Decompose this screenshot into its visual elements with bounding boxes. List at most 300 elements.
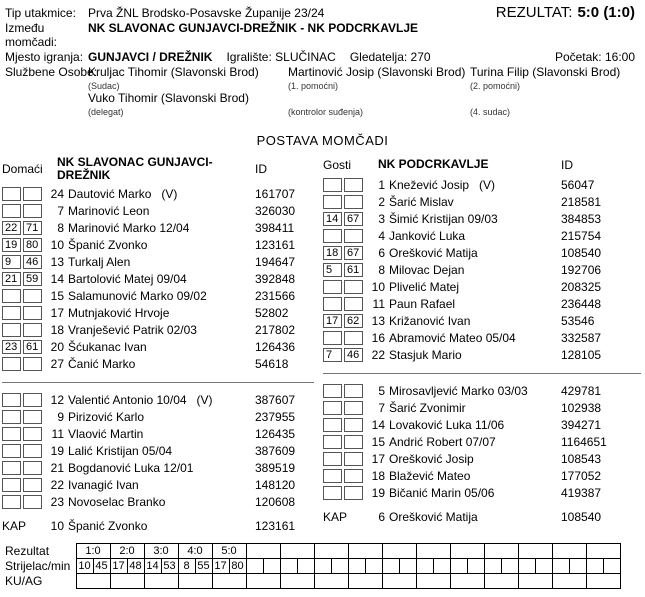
sub-minute-box	[23, 410, 42, 424]
player-name-cell	[68, 357, 255, 371]
player-row	[2, 355, 318, 372]
sub-in-number-box	[323, 331, 342, 345]
player-name: Milovac Dejan	[389, 262, 465, 277]
kap-label: KAP	[2, 518, 27, 533]
sub-minute-box	[344, 280, 363, 294]
player-name: Šarić Mislav	[389, 194, 454, 209]
result-cell	[552, 544, 586, 559]
sub-in-number-box	[323, 178, 342, 192]
player-name: Abramović Mateo 05/04	[389, 330, 516, 345]
scorer-minute-cell: 48	[127, 559, 144, 574]
player-number: 22	[371, 347, 385, 362]
player-row	[2, 425, 318, 442]
scorer-number-cell: 17	[212, 559, 229, 574]
player-row	[2, 304, 318, 321]
player-number: 9	[57, 409, 64, 424]
result-row-label: Rezultat	[5, 543, 50, 558]
away-subs-list	[323, 382, 645, 501]
player-name-cell	[389, 384, 561, 398]
kuag-cell	[110, 574, 144, 589]
pitch-value: Igralište: SLUČINAC	[226, 50, 336, 64]
player-name-cell	[68, 461, 255, 475]
captain-mark: (V)	[161, 186, 178, 201]
assistant2-role: (2. pomoćni)	[470, 81, 521, 91]
player-row	[2, 236, 318, 253]
player-name: Mutnjaković Hrvoje	[68, 305, 170, 320]
player-id: 217802	[255, 322, 296, 337]
sub-minute-box: 59	[23, 272, 42, 286]
sub-minute-box: 46	[23, 255, 42, 269]
sub-minute-box	[344, 229, 363, 243]
sub-minute-box	[23, 357, 42, 371]
player-name: Salamunović Marko 09/02	[68, 288, 207, 303]
kickoff-value: Početak: 16:00	[554, 50, 635, 64]
player-name: Mirosavljević Marko 03/03	[389, 383, 528, 398]
player-number: 20	[50, 339, 64, 354]
sub-minute-box	[23, 204, 42, 218]
sub-in-number-box: 5	[323, 263, 342, 277]
sub-minute-box	[344, 195, 363, 209]
player-name-cell	[68, 272, 255, 286]
player-number: 19	[371, 485, 385, 500]
home-subs-divider	[2, 382, 314, 383]
player-row	[323, 484, 645, 501]
player-name-cell	[68, 478, 255, 492]
player-number: 11	[372, 296, 385, 311]
player-name: Turkalj Alen	[68, 254, 131, 269]
captain-row	[2, 517, 318, 534]
scorer-minute-cell	[535, 559, 552, 574]
home-subs-list	[2, 391, 318, 510]
referee-role: (Sudac)	[88, 81, 120, 91]
lineup-title: POSTAVA MOMČADI	[256, 133, 389, 148]
player-name: Križanović Ivan	[389, 313, 471, 328]
scorer-minute-cell	[331, 559, 348, 574]
scorer-minute-cell	[399, 559, 416, 574]
sub-minute-box	[344, 331, 363, 345]
player-row	[2, 321, 318, 338]
away-starters-list	[323, 176, 645, 363]
scorer-number-cell	[246, 559, 263, 574]
player-row	[323, 176, 645, 193]
sub-minute-box	[344, 469, 363, 483]
player-name: Ivanagić Ivan	[68, 477, 139, 492]
kuag-cell	[314, 574, 348, 589]
sub-in-number-box: 23	[2, 340, 21, 354]
away-lineup-column	[318, 156, 645, 534]
sub-in-number-box	[2, 187, 21, 201]
player-id: 123161	[255, 518, 296, 533]
assistant1-name: Martinović Josip (Slavonski Brod)	[288, 65, 466, 79]
player-name-cell	[389, 280, 561, 294]
result-label: REZULTAT:	[495, 4, 573, 21]
sub-minute-box: 67	[344, 212, 363, 226]
player-name: Dautović Marko	[68, 186, 152, 201]
player-name-cell	[389, 178, 561, 192]
scorer-minute-cell: 45	[93, 559, 110, 574]
player-row	[2, 338, 318, 355]
player-name-cell	[68, 306, 255, 320]
player-number: 23	[50, 494, 64, 509]
sub-in-number-box	[2, 204, 21, 218]
player-number: 13	[371, 313, 385, 328]
sub-in-number-box	[323, 452, 342, 466]
away-captain-row-slot	[323, 508, 645, 525]
kuag-cell	[382, 574, 416, 589]
player-id: 56047	[561, 177, 595, 192]
player-row	[2, 219, 318, 236]
player-name-cell	[389, 435, 561, 449]
sub-minute-box: 46	[344, 348, 363, 362]
sub-in-number-box: 14	[323, 212, 342, 226]
player-name-cell	[389, 229, 561, 243]
player-id: 108543	[561, 451, 602, 466]
fourth-official-role: (4. sudac)	[470, 107, 511, 117]
kuag-cell	[246, 574, 280, 589]
player-name: Blažević Mateo	[389, 468, 471, 483]
captain-row	[323, 508, 645, 525]
sub-in-number-box: 21	[2, 272, 21, 286]
officials-row-1	[0, 65, 645, 79]
player-number: 1	[378, 177, 385, 192]
player-name: Lalić Kristijan 05/04	[68, 443, 173, 458]
player-id: 326030	[255, 203, 296, 218]
scorer-number-cell	[416, 559, 433, 574]
sub-in-number-box	[323, 401, 342, 415]
player-number: 15	[50, 288, 64, 303]
player-id: 108540	[561, 509, 602, 524]
player-number: 22	[50, 477, 64, 492]
player-row	[2, 185, 318, 202]
match-controller-role: (kontrolor suđenja)	[288, 107, 364, 117]
assistant2-name: Turina Filip (Slavonski Brod)	[470, 65, 621, 79]
result-cell	[518, 544, 552, 559]
player-name-cell	[68, 410, 255, 424]
player-row	[323, 329, 645, 346]
result-cell: 2:0	[110, 544, 144, 559]
player-id: 419387	[561, 485, 602, 500]
player-name-cell	[68, 238, 255, 252]
kuag-cell	[552, 574, 586, 589]
player-number: 3	[378, 211, 385, 226]
scorer-minute-cell	[297, 559, 314, 574]
player-row	[2, 253, 318, 270]
player-name: Španić Zvonko	[68, 237, 148, 252]
sub-in-number-box	[2, 478, 21, 492]
teams-label: Između momčadi:	[5, 21, 58, 49]
scorer-number-cell: 8	[178, 559, 195, 574]
player-id: 108540	[561, 245, 602, 260]
venue-line	[0, 50, 645, 64]
player-id: 392848	[255, 271, 296, 286]
player-id: 398411	[255, 220, 295, 235]
score-table-wrap	[0, 543, 621, 589]
player-row	[323, 416, 645, 433]
player-number: 13	[50, 254, 64, 269]
player-name: Orešković Matija	[389, 509, 478, 524]
scorer-number-cell	[382, 559, 399, 574]
player-number: 4	[378, 228, 385, 243]
sub-minute-box	[23, 393, 42, 407]
result-cell	[382, 544, 416, 559]
sub-in-number-box	[323, 280, 342, 294]
player-name-cell	[389, 246, 561, 260]
sub-in-number-box	[2, 444, 21, 458]
sub-in-number-box	[323, 229, 342, 243]
sub-in-number-box	[323, 469, 342, 483]
teams-value: NK SLAVONAC GUNJAVCI-DREŽNIK - NK PODCRKAVLJE	[88, 21, 419, 35]
player-id: 148120	[255, 477, 296, 492]
player-id: 387607	[255, 392, 296, 407]
referee-name: Kruljac Tihomir (Slavonski Brod)	[88, 65, 259, 79]
player-id: 384853	[561, 211, 602, 226]
sub-in-number-box	[323, 297, 342, 311]
player-row	[2, 493, 318, 510]
player-id: 236448	[561, 296, 602, 311]
player-name: Marinović Marko 12/04	[68, 220, 190, 235]
officials-row-2	[0, 91, 645, 105]
scorer-number-cell	[348, 559, 365, 574]
sub-in-number-box	[2, 306, 21, 320]
player-name-cell	[389, 331, 561, 345]
scorer-minute-cell	[467, 559, 484, 574]
scorer-number-cell	[586, 559, 603, 574]
player-name-cell	[68, 187, 255, 201]
sub-minute-box	[23, 444, 42, 458]
player-number: 18	[371, 468, 385, 483]
result-cell	[450, 544, 484, 559]
player-name-cell	[68, 393, 255, 407]
player-row	[323, 382, 645, 399]
kuag-cell	[280, 574, 314, 589]
player-name: Orešković Matija	[389, 245, 478, 260]
kuag-cell	[586, 574, 620, 589]
player-id: 394271	[561, 417, 602, 432]
sub-minute-box: 71	[23, 221, 42, 235]
player-name-cell	[389, 212, 561, 226]
player-name: Bogdanović Luka 12/01	[68, 460, 194, 475]
sub-minute-box	[344, 297, 363, 311]
player-id: 215754	[561, 228, 602, 243]
score-table	[0, 543, 621, 589]
result-cell	[314, 544, 348, 559]
scorer-minute-cell: 80	[229, 559, 246, 574]
home-side-label: Domaći	[2, 162, 43, 176]
player-number: 12	[50, 392, 64, 407]
home-id-header: ID	[255, 162, 267, 176]
player-name: Vranješević Patrik 02/03	[68, 322, 197, 337]
player-number: 27	[50, 356, 64, 371]
sub-in-number-box	[2, 393, 21, 407]
player-number: 7	[378, 400, 385, 415]
scorer-number-cell	[484, 559, 501, 574]
player-number: 10	[371, 279, 385, 294]
scorer-minute-cell	[365, 559, 382, 574]
player-name-cell	[68, 340, 255, 354]
player-id: 128105	[561, 347, 602, 362]
sub-minute-box	[344, 401, 363, 415]
player-name: Orešković Josip	[389, 451, 474, 466]
player-name: Novoselac Branko	[68, 494, 166, 509]
player-name: Paun Rafael	[389, 296, 456, 311]
scorer-minute-cell	[433, 559, 450, 574]
player-number: 14	[371, 417, 385, 432]
player-row	[323, 346, 645, 363]
scorer-number-cell	[314, 559, 331, 574]
player-name-cell	[389, 452, 561, 466]
sub-in-number-box	[323, 418, 342, 432]
player-number: 6	[378, 245, 385, 260]
player-name-cell	[389, 469, 561, 483]
player-name-cell	[68, 444, 255, 458]
sub-in-number-box: 19	[2, 238, 21, 252]
result-cell	[416, 544, 450, 559]
player-name: Valentić Antonio 10/04	[68, 392, 187, 407]
player-id: 237955	[255, 409, 296, 424]
away-column-header	[323, 156, 645, 173]
kuag-cell	[348, 574, 382, 589]
player-id: 123161	[255, 237, 296, 252]
player-name-cell	[389, 401, 561, 415]
player-name: Čanić Marko	[68, 356, 136, 371]
sub-in-number-box	[2, 461, 21, 475]
scorer-number-cell	[280, 559, 297, 574]
sub-in-number-box: 22	[2, 221, 21, 235]
player-name: Knežević Josip	[389, 177, 470, 192]
sub-minute-box	[23, 427, 42, 441]
sub-minute-box	[344, 452, 363, 466]
sub-in-number-box	[2, 289, 21, 303]
player-number: 8	[57, 220, 64, 235]
sub-minute-box	[23, 495, 42, 509]
sub-minute-box	[344, 384, 363, 398]
venue-label: Mjesto igranja:	[5, 50, 84, 64]
scorer-number-cell	[552, 559, 569, 574]
player-number: 15	[371, 434, 385, 449]
player-id: 208325	[561, 279, 602, 294]
player-name: Andrić Robert 07/07	[389, 434, 496, 449]
player-name: Bartolović Matej 09/04	[68, 271, 187, 286]
captain-mark: (V)	[196, 392, 213, 407]
player-number: 24	[50, 186, 64, 201]
home-starters-list	[2, 185, 318, 372]
sub-in-number-box	[323, 384, 342, 398]
player-name: Bičanić Marin 05/06	[389, 485, 495, 500]
scorer-minute-cell: 53	[161, 559, 178, 574]
player-name: Marinović Leon	[68, 203, 150, 218]
scorer-minute-cell	[501, 559, 518, 574]
result-cell	[280, 544, 314, 559]
player-row	[323, 227, 645, 244]
sub-in-number-box	[323, 486, 342, 500]
kuag-cell	[76, 574, 110, 589]
result-cell	[484, 544, 518, 559]
player-id: 389519	[255, 460, 296, 475]
player-row	[323, 193, 645, 210]
player-name-cell	[68, 519, 255, 533]
sub-minute-box	[23, 323, 42, 337]
sub-in-number-box	[323, 195, 342, 209]
player-row	[2, 287, 318, 304]
sub-in-number-box	[2, 427, 21, 441]
player-row	[2, 202, 318, 219]
sub-minute-box	[23, 187, 42, 201]
sub-minute-box	[344, 178, 363, 192]
player-id: 429781	[561, 383, 602, 398]
sub-in-number-box	[2, 410, 21, 424]
kuag-row-label: KU/AG	[5, 573, 43, 588]
player-number: 21	[50, 460, 64, 475]
player-row	[2, 391, 318, 408]
player-row	[323, 210, 645, 227]
player-id: 231566	[255, 288, 296, 303]
player-row	[323, 244, 645, 261]
scorer-minute-cell	[263, 559, 280, 574]
kuag-cell	[518, 574, 552, 589]
player-id: 192706	[561, 262, 602, 277]
sub-minute-box	[344, 486, 363, 500]
delegate-name: Vuko Tihomir (Slavonski Brod)	[88, 91, 249, 105]
attendance-value: Gledatelja: 270	[349, 50, 431, 64]
player-row	[2, 476, 318, 493]
player-number: 7	[57, 203, 64, 218]
delegate-role: (delegat)	[88, 107, 124, 117]
result-cell: 4:0	[178, 544, 212, 559]
kuag-cell	[484, 574, 518, 589]
result-score: 5:0 (1:0)	[577, 4, 635, 21]
player-name: Plivelić Matej	[389, 279, 460, 294]
player-row	[323, 399, 645, 416]
sub-in-number-box: 17	[323, 314, 342, 328]
result-cell: 1:0	[76, 544, 110, 559]
player-name: Stasjuk Mario	[389, 347, 462, 362]
player-row	[2, 442, 318, 459]
home-captain-row-slot	[2, 517, 318, 534]
teams-line	[0, 21, 645, 49]
sub-minute-box: 62	[344, 314, 363, 328]
officials-roles-2	[0, 105, 645, 117]
player-number: 2	[378, 194, 385, 209]
player-number: 6	[378, 509, 385, 524]
result-cell: 3:0	[144, 544, 178, 559]
player-name: Šarić Zvonimir	[389, 400, 466, 415]
scorer-minute-cell	[569, 559, 586, 574]
player-number: 19	[50, 443, 64, 458]
player-name: Španić Zvonko	[68, 518, 148, 533]
sub-minute-box	[23, 306, 42, 320]
player-id: 177052	[561, 468, 602, 483]
player-name-cell	[389, 195, 561, 209]
assistant1-role: (1. pomoćni)	[288, 81, 339, 91]
venue-value: GUNJAVCI / DREŽNIK	[88, 50, 213, 64]
match-header	[0, 0, 645, 117]
sub-minute-box: 67	[344, 246, 363, 260]
player-row	[2, 459, 318, 476]
player-name-cell	[389, 314, 561, 328]
player-id: 218581	[561, 194, 602, 209]
player-name-cell	[389, 263, 561, 277]
scorer-number-cell	[450, 559, 467, 574]
sub-in-number-box	[323, 435, 342, 449]
player-id: 54618	[255, 356, 289, 371]
result-cell	[246, 544, 280, 559]
match-type-value: Prva ŽNL Brodsko-Posavske Županije 23/24	[88, 6, 325, 20]
sub-minute-box: 61	[344, 263, 363, 277]
sub-minute-box	[23, 478, 42, 492]
officials-roles-1	[0, 79, 645, 91]
player-number: 16	[371, 330, 385, 345]
result-display	[496, 4, 635, 22]
